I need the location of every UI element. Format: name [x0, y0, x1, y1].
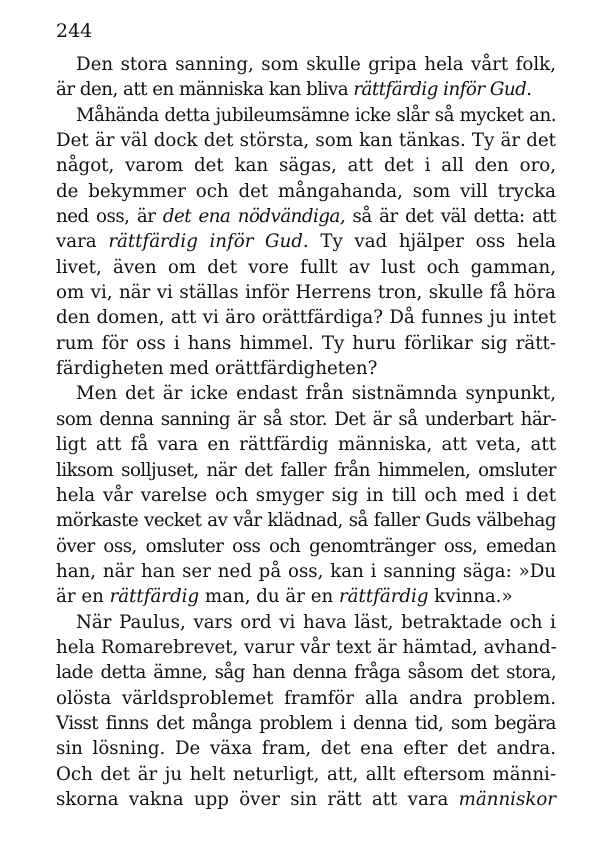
text-line [56, 128, 556, 153]
emphasized-text: rättfärdig [338, 586, 429, 608]
emphasized-text: rättfärdig inför Gud. [108, 231, 309, 253]
text-run: hela Romarebrevet, varur vår text är hämtad, avhand- [56, 636, 557, 658]
text-line [56, 559, 556, 584]
text-line [56, 432, 556, 457]
text-run: han, när han ser ned på oss, kan i sanning säga: »Du [56, 560, 556, 582]
text-run: vara [56, 231, 109, 253]
text-line [56, 77, 556, 102]
text-line [56, 381, 556, 406]
text-run: man, du är en [199, 586, 339, 608]
text-line [56, 762, 556, 787]
emphasized-text: rättfärdig [109, 586, 200, 608]
text-line [56, 356, 556, 381]
emphasized-text: rättfärdig inför Gud. [353, 79, 532, 101]
text-run: som denna sanning är så stor. Det är så underbart här- [56, 408, 556, 430]
text-run: färdigheten med orättfärdigheten? [56, 358, 378, 380]
text-line [56, 204, 556, 229]
text-run: hela vår varelse och smyger sig in till och med i det [56, 484, 556, 506]
text-line [56, 52, 556, 77]
text-run: så är det väl detta: att [345, 206, 556, 228]
text-line [56, 229, 556, 254]
text-run: är den, att en människa kan bliva [56, 79, 354, 101]
body-text [56, 52, 556, 812]
text-run: olösta världsproblemet framför alla andra problem. [56, 687, 556, 709]
text-run: När Paulus, vars ord vi hava läst, betraktade och i [76, 611, 556, 633]
page-number: 244 [56, 20, 93, 42]
text-line [56, 635, 556, 660]
text-line [56, 534, 556, 559]
text-run: Den stora sanning, som skulle gripa hela vårt folk, [76, 54, 556, 75]
text-run: över oss, omsluter oss och genomtränger oss, emedan [56, 535, 556, 557]
emphasized-text: det ena nödvändiga, [162, 206, 346, 228]
text-line [56, 103, 556, 128]
text-line [56, 255, 556, 280]
text-line [56, 610, 556, 635]
text-line [56, 179, 556, 204]
text-run: mörkaste vecket av vår klädnad, så faller Guds välbehag [56, 510, 556, 532]
text-line [56, 584, 556, 609]
text-line [56, 483, 556, 508]
text-run: liksom solljuset, när det faller från himmelen, omsluter [56, 459, 556, 481]
text-line [56, 458, 556, 483]
text-run: kvinna.» [428, 586, 513, 608]
text-run: skorna vakna upp över sin rätt att vara [56, 788, 459, 810]
text-line [56, 508, 556, 533]
text-run: sin lösning. De växa fram, det ena efter det andra. [56, 738, 556, 760]
text-line [56, 711, 556, 736]
text-run: den domen, att vi äro orättfärdiga? Då funnes ju intet [56, 307, 556, 329]
text-line [56, 407, 556, 432]
text-run: något, varom det kan sägas, att det i all den oro, [56, 155, 556, 177]
text-run: Men det är icke endast från sistnämnda synpunkt, [76, 383, 556, 405]
text-run: Och det är ju helt neturligt, att, allt eftersom männi- [56, 763, 556, 785]
text-line [56, 153, 556, 178]
text-run: de bekymmer och det mångahanda, som vill trycka [56, 180, 556, 202]
text-run: Visst finns det många problem i denna tid, som begära [56, 712, 556, 734]
text-run: ligt att få vara en rättfärdig människa, att veta, att [56, 434, 556, 456]
emphasized-text: människor [458, 788, 556, 810]
text-line [56, 280, 556, 305]
text-run: livet, även om det vore fullt av lust och gamman, [56, 256, 556, 278]
text-run: rum för oss i hans himmel. Ty huru förlikar sig rätt- [56, 332, 556, 354]
text-line [56, 736, 556, 761]
text-line [56, 686, 556, 711]
text-run: lade detta ämne, såg han denna fråga såsom det stora, [56, 662, 556, 684]
text-run: Ty vad hjälper oss hela [308, 231, 556, 253]
text-run: Måhända detta jubileumsämne icke slår så mycket an. [76, 104, 556, 126]
text-run: om vi, när vi ställas inför Herrens tron, skulle få höra [56, 282, 556, 304]
text-run: Det är väl dock det största, som kan tänkas. Ty är det [56, 130, 556, 152]
text-line [56, 331, 556, 356]
text-line [56, 787, 556, 812]
text-run: ned oss, är [56, 206, 163, 228]
text-line [56, 305, 556, 330]
text-run: är en [56, 586, 110, 608]
text-line [56, 660, 556, 685]
